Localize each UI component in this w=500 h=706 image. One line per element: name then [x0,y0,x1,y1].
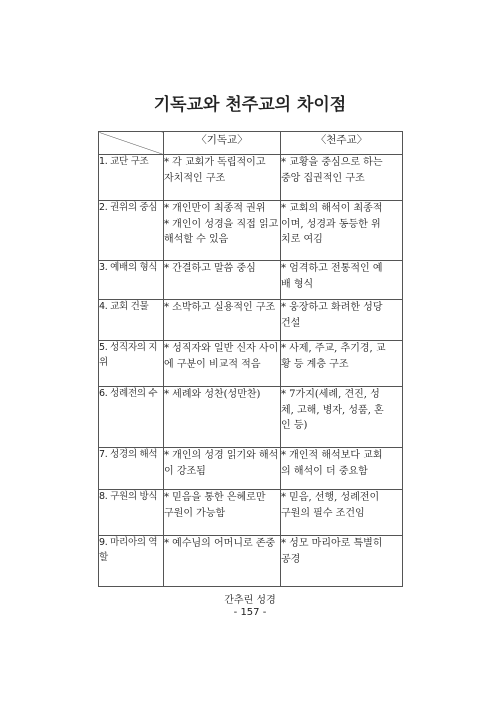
protestant-cell [164,448,281,490]
catholic-cell [281,300,403,341]
cell-text-line: * 세례와 성찬(성만찬) [164,389,261,400]
catholic-cell [281,448,403,490]
cell-text-line: 구원이 가능함 [164,507,226,519]
cell-text-line: * 엄격하고 전통적인 예 [281,263,383,274]
page-title: 기독교와 천주교의 차이점 [153,95,347,115]
row-label: 5. 성직자의 지위 [99,341,164,387]
cell-text-line: 공경 [281,553,301,565]
cell-text-line: 에 구분이 비교적 적음 [164,358,261,370]
catholic-cell [281,387,403,448]
cell-text-line: 이 강조됨 [164,465,206,477]
book-title-footer: 간추린 성경 [224,595,276,606]
catholic-cell [281,261,403,300]
table-header-row [99,132,403,155]
cell-text-line: 체, 고해, 병자, 성품, 혼 [281,404,384,416]
cell-text-line: * 성직자와 일반 신자 사이 [164,343,279,354]
cell-text-line: 배 형식 [281,278,314,290]
cell-text-line: * 개인의 성경 읽기와 해석 [164,450,279,461]
cell-text-line: 자치적인 구조 [164,172,226,184]
column-header-catholic: 〈천주교〉 [281,132,403,155]
row-label: 3. 예배의 형식 [99,261,164,300]
catholic-cell [281,155,403,201]
cell-text-line: * 웅장하고 화려한 성당 [281,302,383,313]
column-header-protestant: 〈기독교〉 [164,132,281,155]
cell-text-line: * 간결하고 말씀 중심 [164,263,256,274]
cell-text-line: * 각 교회가 독립적이고 [164,157,266,168]
cell-text-line: 구원의 필수 조건임 [281,507,365,519]
row-label: 6. 성례전의 수 [99,387,164,448]
catholic-cell [281,536,403,587]
cell-text-line: * 예수님의 어머니로 존중 [164,538,276,549]
catholic-cell [281,490,403,536]
row-label: 9. 마리아의 역할 [99,536,164,587]
table-row [99,387,403,448]
cell-text-line: * 사제, 주교, 추기경, 교 [281,343,386,354]
cell-text-line: * 7가지(세례, 견진, 성 [281,389,380,400]
cell-text-line: 해석할 수 있음 [164,234,229,245]
cell-text-line: * 믿음을 통한 은혜로만 [164,492,266,503]
cell-text-line: * 소박하고 실용적인 구조 [164,302,276,313]
cell-text-line: * 개인적 해석보다 교회 [281,450,383,461]
table-row [99,261,403,300]
table-row [99,155,403,201]
row-label: 2. 권위의 중심 [99,201,164,261]
cell-text-line: * 교황을 중심으로 하는 [281,157,383,168]
cell-text-line: 중앙 집권적인 구조 [281,172,365,184]
protestant-cell [164,300,281,341]
cell-text-line: 의 해석이 더 중요함 [281,465,368,477]
protestant-cell [164,201,281,261]
row-label: 7. 성경의 해석 [99,448,164,490]
cell-text-line: * 개인이 성경을 직접 읽고 [164,218,279,230]
catholic-cell [281,201,403,261]
page-number: - 157 - [233,607,267,618]
cell-text-line: * 성모 마리아로 특별히 [281,538,383,549]
table-row [99,341,403,387]
cell-text-line: 건설 [281,317,301,329]
comparison-table [98,131,403,587]
protestant-cell [164,387,281,448]
protestant-cell [164,341,281,387]
cell-text-line: 황 등 계층 구조 [281,358,349,370]
row-label: 1. 교단 구조 [99,155,164,201]
cell-text-line: * 개인만이 최종적 권위 [164,203,266,214]
cell-text-line: * 믿음, 선행, 성례전이 [281,492,380,503]
protestant-cell [164,261,281,300]
table-row [99,300,403,341]
cell-text-line: * 교회의 해석이 최종적 [281,203,383,214]
cell-text-line: 치로 여김 [281,234,323,245]
protestant-cell [164,155,281,201]
table-row [99,536,403,587]
protestant-cell [164,536,281,587]
cell-text-line: 이며, 성경과 동등한 위 [281,218,381,230]
diagonal-header-cell [99,132,164,155]
row-label: 4. 교회 건물 [99,300,164,341]
row-label: 8. 구원의 방식 [99,490,164,536]
table-row [99,490,403,536]
protestant-cell [164,490,281,536]
catholic-cell [281,341,403,387]
table-row [99,201,403,261]
cell-text-line: 인 등) [281,420,308,431]
table-row [99,448,403,490]
